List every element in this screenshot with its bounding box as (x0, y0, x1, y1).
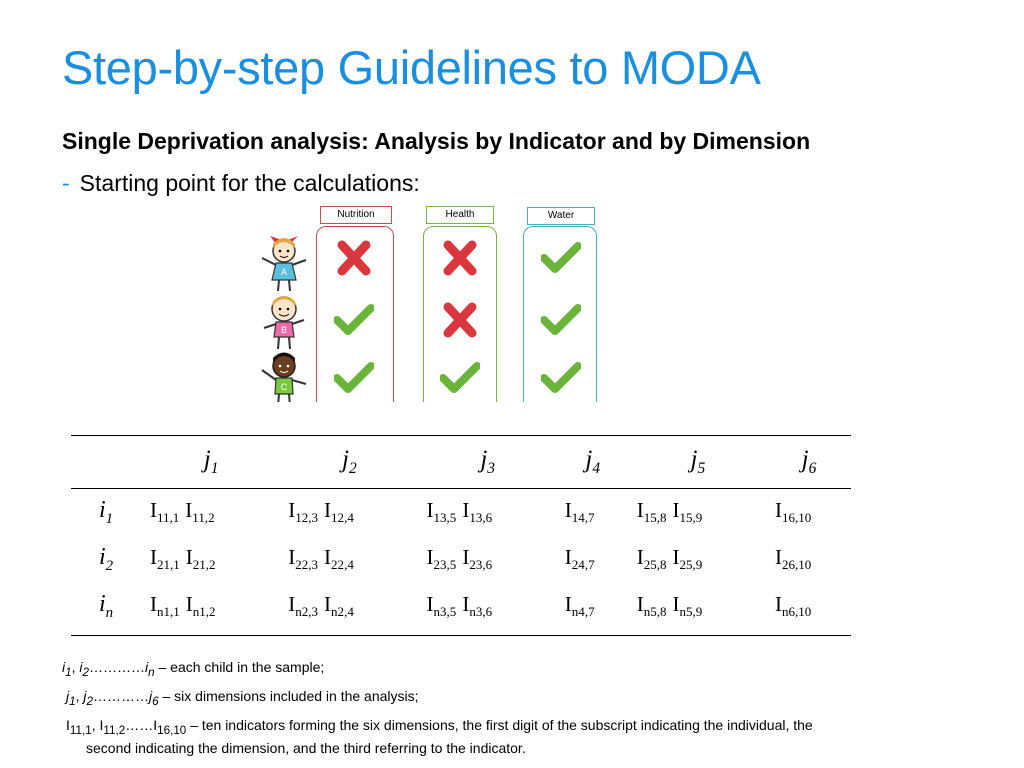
symbol-subscript: 13,6 (469, 510, 493, 526)
symbol-base: I (426, 498, 434, 523)
symbol-subscript: 6 (808, 460, 817, 477)
note1-sym-b: i (79, 659, 83, 675)
note3-sym-c: I (153, 716, 158, 733)
table-cell (629, 583, 767, 636)
note3-sym-b: I (99, 716, 104, 733)
symbol-subscript: 21,2 (192, 557, 216, 573)
indicator-symbol (324, 592, 354, 620)
table-cell (557, 583, 629, 636)
column-header (767, 436, 851, 489)
slide-title: Step-by-step Guidelines to MODA (62, 41, 761, 94)
cross-icon (440, 302, 480, 338)
note1-sym-c: i (145, 659, 149, 675)
symbol-base: j (203, 446, 211, 473)
symbol-base: I (636, 498, 644, 523)
symbol-base: I (185, 592, 193, 617)
cross-icon (440, 240, 480, 276)
child-a-icon (256, 234, 314, 294)
symbol-base: I (288, 592, 296, 617)
cross-icon (334, 240, 374, 276)
indicator-symbol (672, 592, 703, 620)
note1-sym-a: i (62, 659, 66, 675)
svg-text:C: C (280, 382, 288, 392)
table-cell (419, 536, 557, 583)
indicator-symbol (185, 545, 216, 573)
table-cell (280, 489, 418, 537)
symbol-base: I (324, 545, 332, 570)
symbol-subscript: 22,3 (295, 557, 319, 573)
slide-subtitle: Single Deprivation analysis: Analysis by Indicator and by Dimension (62, 128, 811, 154)
table-cell (629, 536, 767, 583)
symbol-base: I (324, 498, 332, 523)
check-icon (541, 302, 581, 338)
table-cell (767, 583, 851, 636)
indicator-symbol (462, 592, 493, 620)
row-header (71, 536, 142, 583)
symbol-base: I (288, 498, 296, 523)
indicator-symbol (150, 592, 180, 620)
table-header-row (71, 436, 851, 489)
table-row (71, 536, 851, 583)
symbol-subscript: n1,2 (192, 604, 216, 620)
note3-sub-c: 16,10 (157, 723, 187, 737)
symbol-subscript: n5,9 (679, 604, 703, 620)
note1-text: – each child in the sample; (154, 659, 325, 675)
symbol-subscript: 11,2 (192, 510, 215, 526)
indicator-symbol (636, 545, 667, 573)
symbol-subscript: n5,8 (643, 604, 667, 620)
svg-text:B: B (280, 325, 288, 335)
symbol-base: I (564, 498, 572, 523)
symbol-subscript: 1 (210, 460, 219, 477)
symbol-base: I (462, 545, 470, 570)
symbol-base: I (774, 592, 782, 617)
column-header (142, 436, 280, 489)
indicator-symbol (150, 498, 180, 526)
note1-sub-a: 1 (65, 665, 72, 679)
indicator-symbol (288, 545, 319, 573)
symbol-base: I (288, 545, 296, 570)
symbol-subscript: 3 (487, 460, 496, 477)
indicator-symbol (564, 592, 595, 620)
indicator-symbol (426, 592, 457, 620)
indicator-symbol (426, 498, 457, 526)
tag-nutrition: Nutrition (320, 206, 392, 224)
note2-sym-b: j (83, 687, 87, 704)
symbol-subscript: 14,7 (571, 510, 595, 526)
symbol-subscript: 1 (105, 510, 114, 527)
note3-dots: …… (125, 716, 154, 733)
check-icon (334, 302, 374, 338)
symbol-base: i (98, 497, 106, 524)
symbol-base: I (672, 498, 680, 523)
indicator-symbol (324, 545, 354, 573)
check-icon (334, 360, 374, 396)
indicator-symbol (462, 545, 493, 573)
indicator-symbol (672, 498, 703, 526)
note3-sub-a: 11,1 (69, 723, 92, 737)
footnotes (62, 658, 982, 762)
note2-sym-c: j (149, 687, 153, 704)
indicator-symbol (672, 545, 703, 573)
note2-sep: , (75, 687, 84, 704)
bullet-text: Starting point for the calculations: (79, 170, 420, 196)
symbol-subscript: 2 (349, 460, 357, 477)
symbol-subscript: 13,5 (433, 510, 457, 526)
symbol-subscript: 26,10 (781, 557, 812, 573)
symbol-base: I (324, 592, 332, 617)
indicator-symbol (462, 498, 493, 526)
note2-sub-a: 1 (69, 694, 76, 708)
symbol-base: I (564, 545, 572, 570)
table-cell (557, 536, 629, 583)
note1-dots: ………… (89, 659, 145, 675)
indicator-symbol (774, 498, 812, 526)
symbol-base: j (480, 446, 488, 473)
symbol-base: I (426, 592, 434, 617)
symbol-subscript: 21,1 (157, 557, 180, 573)
note2-sub-c: 6 (152, 694, 159, 708)
check-icon (541, 240, 581, 276)
note3-text: – ten indicators forming the six dimensions, the first digit of the subscript indicating the individual, the (186, 716, 813, 733)
table-cell (142, 536, 280, 583)
symbol-base: I (462, 592, 470, 617)
symbol-base: j (690, 446, 698, 473)
symbol-subscript: 12,4 (331, 510, 354, 526)
tag-health: Health (426, 206, 494, 224)
table-row (71, 583, 851, 636)
table-cell (419, 583, 557, 636)
bullet-item (62, 170, 420, 197)
symbol-subscript: n3,5 (433, 604, 457, 620)
tag-water: Water (527, 207, 595, 225)
table-cell (767, 489, 851, 537)
symbol-base: I (150, 545, 157, 570)
table-cell (280, 583, 418, 636)
symbol-subscript: 2 (105, 557, 114, 574)
symbol-subscript: 23,5 (433, 557, 457, 573)
symbol-base: j (585, 446, 593, 473)
table-cell (142, 583, 280, 636)
symbol-subscript: 5 (697, 460, 706, 477)
indicator-symbol (564, 545, 595, 573)
symbol-subscript: 25,9 (679, 557, 703, 573)
indicator-symbol (774, 592, 812, 620)
table-cell (557, 489, 629, 537)
note-indicators (62, 716, 982, 758)
indicator-symbol (564, 498, 595, 526)
symbol-subscript: 23,6 (469, 557, 493, 573)
note3-sep: , (91, 716, 100, 733)
symbol-subscript: n4,7 (571, 604, 595, 620)
symbol-subscript: n2,3 (295, 604, 319, 620)
symbol-base: j (342, 446, 349, 473)
child-b-icon (256, 292, 314, 352)
note2-text: – six dimensions included in the analysis; (158, 687, 419, 704)
column-header (557, 436, 629, 489)
symbol-base: i (98, 591, 106, 618)
table-cell (419, 489, 557, 537)
symbol-subscript: 12,3 (295, 510, 319, 526)
symbol-base: i (98, 544, 106, 571)
table-cell (280, 536, 418, 583)
symbol-base: I (462, 498, 470, 523)
symbol-base: I (185, 545, 193, 570)
indicator-symbol (324, 498, 354, 526)
deprivation-illustration (250, 200, 610, 402)
symbol-base: I (150, 498, 157, 523)
note3-sub-b: 11,2 (103, 723, 126, 737)
svg-text:A: A (280, 267, 288, 277)
table-cell (629, 489, 767, 537)
symbol-base: I (774, 545, 782, 570)
symbol-subscript: 24,7 (571, 557, 595, 573)
child-c-icon (256, 350, 314, 402)
note-children (62, 658, 982, 682)
note1-sub-b: 2 (82, 665, 89, 679)
note1-sep: , (71, 659, 80, 675)
note3-text-cont: second indicating the dimension, and the third referring to the indicator. (86, 740, 526, 757)
indicator-symbol (288, 592, 319, 620)
table-cell (142, 489, 280, 537)
indicator-symbol (185, 592, 216, 620)
indicator-symbol (636, 592, 667, 620)
indicator-symbol (185, 498, 215, 526)
symbol-base: I (774, 498, 782, 523)
symbol-base: I (672, 545, 680, 570)
symbol-subscript: 25,8 (643, 557, 667, 573)
symbol-base: I (672, 592, 680, 617)
bullet-dash: - (62, 170, 70, 196)
symbol-subscript: 16,10 (781, 510, 812, 526)
symbol-subscript: 11,1 (157, 510, 180, 526)
table-corner (71, 436, 142, 489)
symbol-subscript: n2,4 (331, 604, 354, 620)
symbol-subscript: 4 (592, 460, 601, 477)
check-icon (440, 360, 480, 396)
column-header (280, 436, 418, 489)
note-dimensions (62, 687, 982, 711)
note3-sym-a: I (66, 716, 70, 733)
column-header (419, 436, 557, 489)
indicator-symbol (426, 545, 457, 573)
symbol-subscript: n6,10 (781, 604, 812, 620)
row-header (71, 489, 142, 537)
note2-dots: ………… (93, 687, 149, 704)
symbol-base: I (426, 545, 434, 570)
symbol-subscript: n3,6 (469, 604, 493, 620)
indicator-symbol (636, 498, 667, 526)
indicator-table (71, 435, 851, 636)
symbol-subscript: 22,4 (331, 557, 354, 573)
symbol-base: j (801, 446, 809, 473)
indicator-symbol (288, 498, 319, 526)
indicator-symbol (774, 545, 812, 573)
symbol-subscript: 15,9 (679, 510, 703, 526)
note2-sub-b: 2 (86, 694, 93, 708)
symbol-base: I (150, 592, 157, 617)
symbol-subscript: n (105, 604, 114, 621)
note2-sym-a: j (66, 687, 70, 704)
column-header (629, 436, 767, 489)
symbol-base: I (185, 498, 193, 523)
symbol-base: I (636, 592, 644, 617)
indicator-symbol (150, 545, 180, 573)
symbol-base: I (564, 592, 572, 617)
table-cell (767, 536, 851, 583)
row-header (71, 583, 142, 636)
check-icon (541, 360, 581, 396)
table-row (71, 489, 851, 537)
note1-sub-c: n (148, 665, 155, 679)
symbol-subscript: 15,8 (643, 510, 667, 526)
symbol-base: I (636, 545, 644, 570)
symbol-subscript: n1,1 (157, 604, 180, 620)
